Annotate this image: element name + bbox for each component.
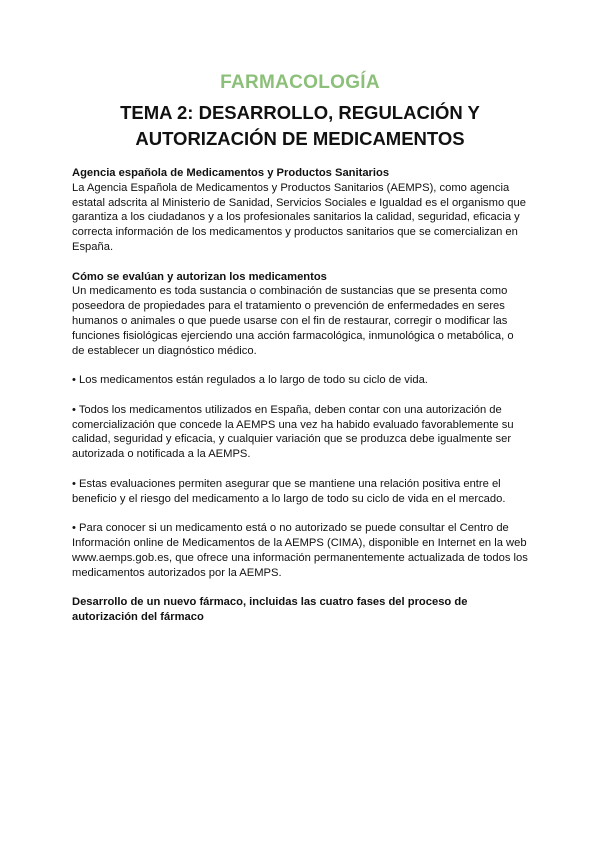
section-heading: Cómo se evalúan y autorizan los medicamentos bbox=[72, 270, 327, 283]
section-development bbox=[72, 595, 528, 625]
bullet-item: • Todos los medicamentos utilizados en España, deben contar con una autorización de comercialización que concede la AEMPS una vez ha habido evaluado favorablemente su calidad, seguridad y eficacia, y cualquier variación que se produzca debe igualmente ser autorizada o notificada a la AEMPS. bbox=[72, 403, 514, 461]
bullet-item: • Para conocer si un medicamento está o no autorizado se puede consultar el Centro de Información online de Medicamentos de la AEMPS (CIMA), disponible en Internet en la web www.aemps.gob.es, que ofrece una información permanentemente actualizada de todos los medicamentos autorizados por la AEMPS. bbox=[72, 522, 528, 579]
subject-title: FARMACOLOGÍA bbox=[220, 72, 380, 93]
section-paragraph: La Agencia Española de Medicamentos y Productos Sanitarios (AEMPS), como agencia estatal adscrita al Ministerio de Sanidad, Servicios Sociales e Igualdad es el organismo que garantiza a los ciudadanos y a los profesionales sanitarios la calidad, seguridad, eficacia y correcta información de los medicamentos y productos sanitarios que se comercializan en España. bbox=[72, 181, 526, 253]
bullet-item: • Estas evaluaciones permiten asegurar que se mantiene una relación positiva entre el beneficio y el riesgo del medicamento a lo largo de todo su ciclo de vida en el mercado. bbox=[72, 477, 506, 505]
section-heading: Agencia española de Medicamentos y Productos Sanitarios bbox=[72, 167, 390, 179]
topic-title-line-1: TEMA 2: DESARROLLO, REGULACIÓN Y bbox=[120, 102, 480, 123]
section-heading: Desarrollo de un nuevo fármaco, incluidas las cuatro fases del proceso de autorización del fármaco bbox=[72, 596, 468, 623]
bullet-item: • Los medicamentos están regulados a lo largo de todo su ciclo de vida. bbox=[72, 374, 428, 387]
section-evaluation bbox=[72, 270, 528, 359]
document-body bbox=[72, 166, 528, 625]
topic-title-line-2: AUTORIZACIÓN DE MEDICAMENTOS bbox=[135, 128, 465, 149]
section-aemps bbox=[72, 166, 528, 255]
section-paragraph: Un medicamento es toda sustancia o combinación de sustancias que se presenta como poseedora de propiedades para el tratamiento o prevención de enfermedades en seres humanos o animales o que puede usarse con el fin de restaurar, corregir o modificar las funciones fisiológicas ejerciendo una acción farmacológica, inmunológica o metabólica, o de establecer un diagnóstico médico. bbox=[72, 285, 514, 357]
